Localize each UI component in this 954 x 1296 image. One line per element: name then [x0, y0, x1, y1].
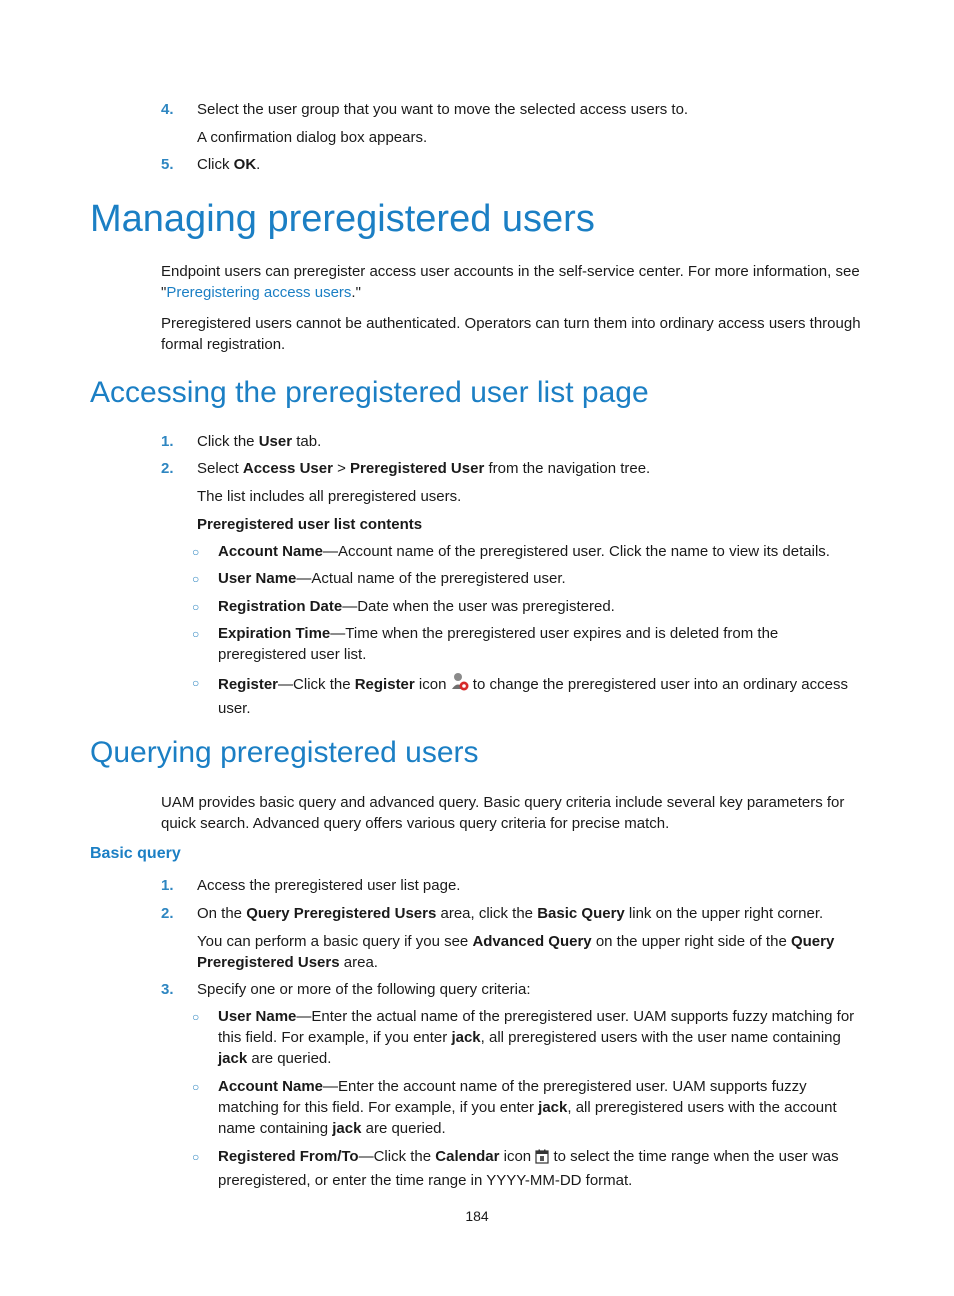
bullet: ○ — [192, 545, 200, 559]
criteria-item: User Name—Enter the actual name of the preregistered user. UAM supports fuzzy matching for this field. For example, if you enter jack, all preregistered users with the user name containing jack are queried. — [218, 1008, 855, 1067]
step-note: You can perform a basic query if you see Advanced Query on the upper right side of the Query Preregistered Users area. — [197, 933, 835, 971]
preregistering-link[interactable]: Preregistering access users — [166, 284, 352, 301]
bullet: ○ — [192, 1080, 200, 1094]
criteria-item: Registered From/To—Click the Calendar icon to select the time range when the user was preregistered, or enter the time range in YYYY-MM-DD format. — [218, 1148, 839, 1189]
step-number: 4. — [161, 101, 174, 118]
list-heading: Preregistered user list contents — [197, 516, 423, 533]
step-text: Click OK. — [197, 156, 261, 173]
page-number: 184 — [465, 1208, 489, 1224]
step-number: 5. — [161, 156, 174, 173]
step-text: Access the preregistered user list page. — [197, 877, 461, 894]
step-number: 1. — [161, 877, 174, 894]
bullet: ○ — [192, 572, 200, 586]
step-text: Click the User tab. — [197, 433, 322, 450]
step-note: The list includes all preregistered users. — [197, 488, 462, 505]
intro-paragraph: Preregistered users cannot be authenticated. Operators can turn them into ordinary access users through formal registration. — [161, 315, 861, 353]
list-item: Registration Date—Date when the user was preregistered. — [218, 598, 615, 615]
list-item: Register—Click the Register icon to change the preregistered user into an ordinary access user. — [218, 672, 866, 719]
step-number: 2. — [161, 460, 174, 477]
criteria-item: Account Name—Enter the account name of the preregistered user. UAM supports fuzzy matching for this field. For example, if you enter jack, all preregistered users with the account name containing jack are queried. — [218, 1078, 837, 1137]
list-item: User Name—Actual name of the preregistered user. — [218, 570, 566, 587]
list-item: Expiration Time—Time when the preregistered user expires and is deleted from the preregistered user list. — [218, 625, 779, 663]
subsection-title: Querying preregistered users — [90, 736, 479, 769]
intro-paragraph: Endpoint users can preregister access user accounts in the self-service center. For more information, see "Preregistering access users." — [161, 263, 860, 301]
step-number: 3. — [161, 981, 174, 998]
register-icon — [451, 672, 469, 698]
step-text: Select Access User > Preregistered User from the navigation tree. — [197, 460, 651, 477]
subsection-title: Accessing the preregistered user list page — [90, 376, 649, 409]
step-text: On the Query Preregistered Users area, click the Basic Query link on the upper right corner. — [197, 905, 824, 922]
bullet: ○ — [192, 1150, 200, 1164]
step-text: Specify one or more of the following query criteria: — [197, 981, 531, 998]
step-text: Select the user group that you want to move the selected access users to. — [197, 101, 689, 118]
bullet: ○ — [192, 600, 200, 614]
calendar-icon — [535, 1149, 549, 1170]
list-item: Account Name—Account name of the preregistered user. Click the name to view its details. — [218, 543, 830, 560]
step-number: 2. — [161, 905, 174, 922]
bullet: ○ — [192, 676, 200, 690]
query-intro: UAM provides basic query and advanced query. Basic query criteria include several key parameters for quick search. Advanced query offers various query criteria for precise match. — [161, 794, 845, 832]
bullet: ○ — [192, 627, 200, 641]
bullet: ○ — [192, 1010, 200, 1024]
basic-query-heading: Basic query — [90, 845, 181, 862]
section-title: Managing preregistered users — [90, 198, 595, 240]
step-number: 1. — [161, 433, 174, 450]
step-note: A confirmation dialog box appears. — [197, 129, 428, 146]
